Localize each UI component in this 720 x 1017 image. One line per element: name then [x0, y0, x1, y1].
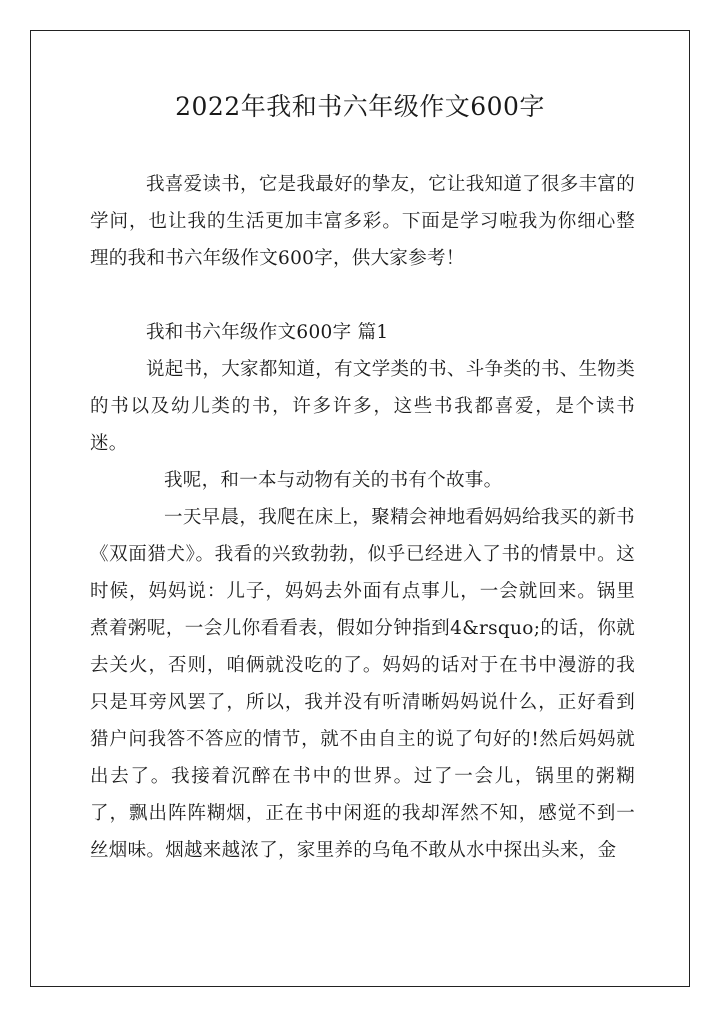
document-title: 2022年我和书六年级作文600字 [175, 92, 545, 121]
paragraph: 我呢，和一本与动物有关的书有个故事。 [164, 470, 503, 491]
intro-paragraph: 我喜爱读书，它是我最好的挚友，它让我知道了很多丰富的学问，也让我的生活更加丰富多彩。下面是学习啦我为你细心整理的我和书六年级作文600字，供大家参考！ [90, 174, 635, 269]
paragraph: 说起书，大家都知道，有文学类的书、斗争类的书、生物类的书以及幼儿类的书，许多许多，这些书我都喜爱，是个读书迷。 [90, 359, 635, 454]
section-heading: 我和书六年级作文600字 篇1 [146, 322, 389, 343]
paragraph-spacer [90, 277, 635, 314]
document-body [90, 166, 635, 869]
paragraph: 一天早晨，我爬在床上，聚精会神地看妈妈给我买的新书《双面猎犬》。我看的兴致勃勃，似乎已经进入了书的情景中。这时候，妈妈说：儿子，妈妈去外面有点事儿，一会就回来。锅里煮着粥呢，一会儿你看看表，假如分钟指到4&rsquo;的话，你就去关火，否则，咱俩就没吃的了。妈妈的话对于在书中漫游的我只是耳旁风罢了，所以，我并没有听清晰妈妈说什么，正好看到猎户问我答不答应的情节，就不由自主的说了句好的!然后妈妈就出去了。我接着沉醉在书中的世界。过了一会儿，锅里的粥糊了，飘出阵阵糊烟，正在书中闲逛的我却浑然不知，感觉不到一丝烟味。烟越来越浓了，家里养的乌龟不敢从水中探出头来，金 [90, 507, 635, 861]
